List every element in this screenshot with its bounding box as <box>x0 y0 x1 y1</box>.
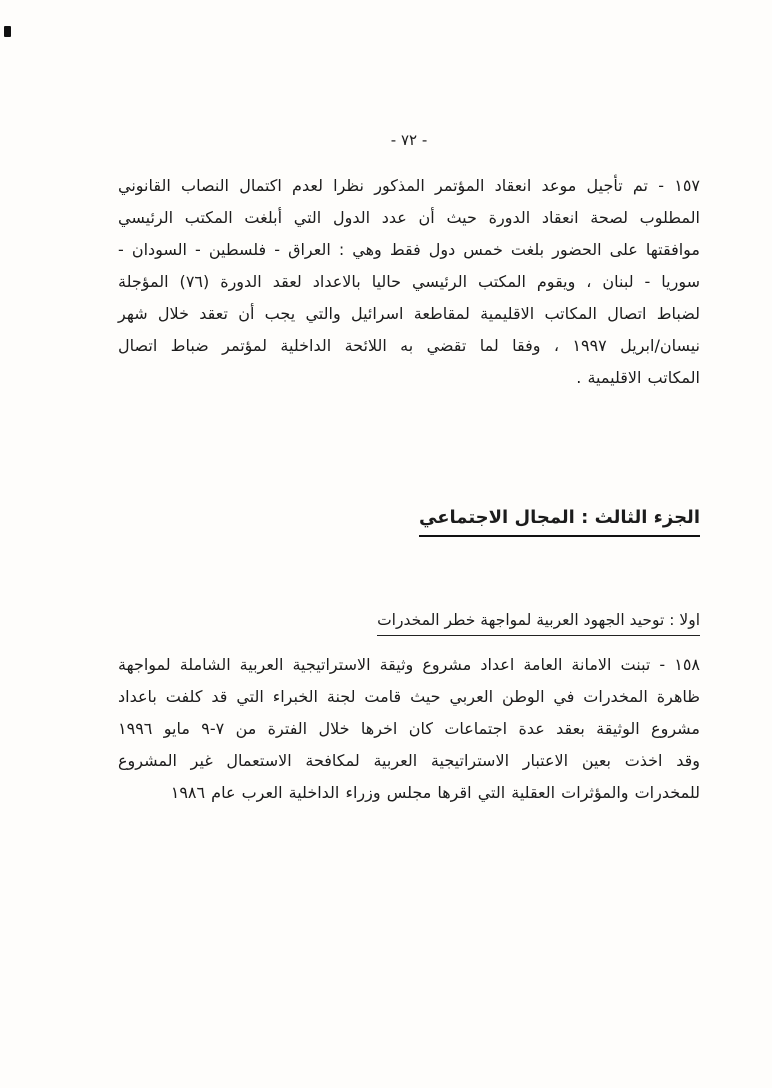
paragraph-157 <box>118 170 700 394</box>
paragraph-158 <box>118 649 700 809</box>
section-heading <box>118 506 700 537</box>
text-line: موافقتها على الحضور بلغت خمس دول فقط وهي : العراق - فلسطين - السودان - <box>118 240 700 259</box>
scan-artifact <box>4 26 11 37</box>
text-line: للمخدرات والمؤثرات العقلية التي اقرها مجلس وزراء الداخلية العرب عام ١٩٨٦ <box>170 783 700 802</box>
page-number: - ٧٢ - <box>390 131 428 149</box>
text-line: ظاهرة المخدرات في الوطن العربي حيث قامت لجنة الخبراء التي قد كلفت باعداد <box>118 687 700 706</box>
text-line: مشروع الوثيقة بعقد عدة اجتماعات كان اخرها خلال الفترة من ٧-٩ مايو ١٩٩٦ <box>118 719 700 738</box>
text-line: ١٥٨ - تبنت الامانة العامة اعداد مشروع وثيقة الاستراتيجية العربية الشاملة لمواجهة <box>118 655 700 674</box>
text-line: المكاتب الاقليمية . <box>576 368 700 387</box>
text-line: وقد اخذت بعين الاعتبار الاستراتيجية العربية لمكافحة الاستعمال غير المشروع <box>118 751 700 770</box>
text-line: المطلوب لصحة انعقاد الدورة حيث أن عدد الدول التي أبلغت المكتب الرئيسي <box>118 208 700 227</box>
section-heading-text: الجزء الثالث : المجال الاجتماعي <box>419 506 700 537</box>
text-line: لضباط اتصال المكاتب الاقليمية لمقاطعة اسرائيل والتي يجب أن تعقد خلال شهر <box>118 304 700 323</box>
text-line: سوريا - لبنان ، ويقوم المكتب الرئيسي حاليا بالاعداد لعقد الدورة (٧٦) المؤجلة <box>118 272 701 291</box>
text-line: ١٥٧ - تم تأجيل موعد انعقاد المؤتمر المذكور نظرا لعدم اكتمال النصاب القانوني <box>118 176 700 195</box>
text-line: نيسان/ابريل ١٩٩٧ ، وفقا لما تقضي به اللائحة الداخلية لمؤتمر ضباط اتصال <box>118 336 701 355</box>
subsection-heading-text: اولا : توحيد الجهود العربية لمواجهة خطر المخدرات <box>377 610 700 636</box>
subsection-heading <box>118 610 700 636</box>
